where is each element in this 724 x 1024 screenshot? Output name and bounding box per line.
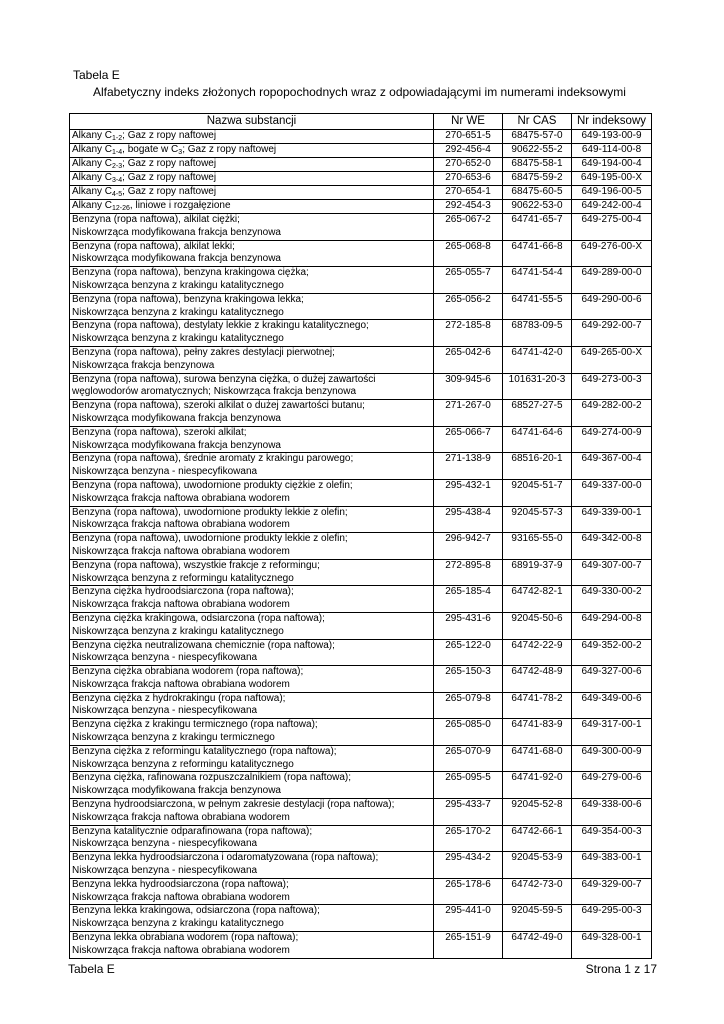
ec-number-cell: 265-178-6	[434, 878, 503, 905]
substance-name-cell	[70, 825, 434, 852]
substance-synonym-line: Niskowrząca frakcja naftowa obrabiana wodorem	[72, 492, 290, 504]
index-number-cell: 649-193-00-9	[572, 130, 652, 144]
substance-name-cell	[70, 453, 434, 480]
ec-number-cell: 309-945-6	[434, 373, 503, 400]
index-number-cell: 649-349-00-6	[572, 692, 652, 719]
table-row	[70, 852, 652, 879]
index-number-cell: 649-329-00-7	[572, 878, 652, 905]
index-number-cell: 649-295-00-3	[572, 905, 652, 932]
substance-name-cell	[70, 612, 434, 639]
substance-name-cell	[70, 559, 434, 586]
substance-synonym-line: Niskowrząca frakcja benzynowa	[72, 359, 215, 371]
index-number-cell: 649-195-00-X	[572, 172, 652, 186]
substance-name-cell	[70, 373, 434, 400]
substance-name-line: Benzyna (ropa naftowa), alkilat ciężki;	[72, 214, 240, 225]
substance-name-cell	[70, 214, 434, 241]
index-number-cell: 649-114-00-8	[572, 144, 652, 158]
ec-number-cell: 270-653-6	[434, 172, 503, 186]
ec-number-cell: 265-056-2	[434, 293, 503, 320]
ec-number-cell: 265-079-8	[434, 692, 503, 719]
substance-name-line: Benzyna (ropa naftowa), benzyna krakingowa lekka;	[72, 293, 304, 305]
substance-name-cell	[70, 799, 434, 826]
substance-name-cell	[70, 692, 434, 719]
substance-name-text: Alkany C	[72, 130, 113, 141]
substance-name-cell	[70, 533, 434, 560]
table-row	[70, 293, 652, 320]
ec-number-cell: 296-942-7	[434, 533, 503, 560]
ec-number-cell: 265-067-2	[434, 214, 503, 241]
substance-name-line: Benzyna ciężka, rafinowana rozpuszczalnikiem (ropa naftowa);	[72, 772, 352, 784]
cas-number-cell: 68475-60-5	[503, 186, 572, 200]
table-row	[70, 400, 652, 427]
cas-number-cell: 64742-48-9	[503, 666, 572, 693]
substance-name-text: , bogate w C	[122, 144, 179, 155]
ec-number-cell: 295-432-1	[434, 479, 503, 506]
substance-name-text: ; Gaz z ropy naftowej	[122, 186, 217, 197]
substance-synonym-line: Niskowrząca benzyna z krakingu katalitycznego	[72, 306, 284, 318]
substance-name-line: Benzyna ciężka krakingowa, odsiarczona (ropa naftowa);	[72, 612, 325, 624]
index-number-cell: 649-242-00-4	[572, 200, 652, 214]
table-row	[70, 692, 652, 719]
substance-name-line: Benzyna katalitycznie odparafinowana (ropa naftowa);	[72, 825, 313, 837]
substance-name-cell	[70, 144, 434, 158]
substance-synonym-line: Niskowrząca frakcja naftowa obrabiana wodorem	[72, 891, 290, 903]
substance-name-line: Benzyna (ropa naftowa), uwodornione produkty lekkie z olefin;	[72, 506, 348, 518]
table-row	[70, 240, 652, 267]
cas-number-cell: 68516-20-1	[503, 453, 572, 480]
index-number-cell: 649-352-00-2	[572, 639, 652, 666]
substance-name-line: Benzyna lekka krakingowa, odsiarczona (ropa naftowa);	[72, 905, 320, 917]
substance-name-cell	[70, 932, 434, 959]
substance-synonym-line: Niskowrząca benzyna z krakingu katalitycznego	[72, 625, 284, 637]
table-row	[70, 719, 652, 746]
index-number-cell: 649-327-00-6	[572, 666, 652, 693]
table-body	[70, 130, 652, 959]
index-number-cell: 649-338-00-6	[572, 799, 652, 826]
ec-number-cell: 265-055-7	[434, 267, 503, 294]
substance-name-cell	[70, 320, 434, 347]
ec-number-cell: 270-652-0	[434, 158, 503, 172]
ec-number-cell: 270-651-5	[434, 130, 503, 144]
cas-number-cell: 64741-64-6	[503, 426, 572, 453]
substance-synonym-line: Niskowrząca modyfikowana frakcja benzynowa	[72, 785, 281, 797]
cas-number-cell: 64741-83-9	[503, 719, 572, 746]
ec-number-cell: 295-434-2	[434, 852, 503, 879]
page-title: Alfabetyczny indeks złożonych ropopochodnych wraz z odpowiadającymi im numerami indeksowymi	[93, 85, 626, 99]
substance-name-cell	[70, 878, 434, 905]
ec-number-cell: 295-431-6	[434, 612, 503, 639]
ec-number-cell: 272-895-8	[434, 559, 503, 586]
ec-number-cell: 295-438-4	[434, 506, 503, 533]
substance-index-table	[69, 113, 652, 959]
table-row	[70, 905, 652, 932]
cas-number-cell: 64742-82-1	[503, 586, 572, 613]
substance-synonym-line: Niskowrząca frakcja naftowa obrabiana wodorem	[72, 944, 290, 956]
index-number-cell: 649-300-00-9	[572, 745, 652, 772]
substance-synonym-line: Niskowrząca modyfikowana frakcja benzynowa	[72, 439, 281, 451]
substance-name-line: Benzyna lekka obrabiana wodorem (ropa naftowa);	[72, 932, 299, 944]
substance-name-line: Benzyna ciężka neutralizowana chemicznie (ropa naftowa);	[72, 639, 335, 651]
substance-name-line: Benzyna (ropa naftowa), szeroki alkilat;	[72, 426, 247, 438]
index-number-cell: 649-265-00-X	[572, 346, 652, 373]
cas-number-cell: 64741-68-0	[503, 745, 572, 772]
substance-synonym-line: Niskowrząca benzyna z krakingu katalitycznego	[72, 918, 284, 930]
substance-name-cell	[70, 400, 434, 427]
substance-name-line: Benzyna (ropa naftowa), benzyna krakingowa ciężka;	[72, 267, 309, 279]
table-row	[70, 373, 652, 400]
substance-name-text: Alkany C	[72, 200, 113, 211]
table-row	[70, 612, 652, 639]
substance-name-cell	[70, 905, 434, 932]
substance-name-text: ; Gaz z ropy naftowej	[182, 144, 277, 155]
substance-synonym-line: Niskowrząca benzyna z reformingu katalitycznego	[72, 758, 294, 770]
substance-name-text: Alkany C	[72, 158, 113, 169]
table-label: Tabela E	[73, 68, 120, 82]
index-number-cell: 649-282-00-2	[572, 400, 652, 427]
ec-number-cell: 265-150-3	[434, 666, 503, 693]
substance-synonym-line: Niskowrząca benzyna - niespecyfikowana	[72, 652, 258, 664]
ec-number-cell: 265-151-9	[434, 932, 503, 959]
index-number-cell: 649-274-00-9	[572, 426, 652, 453]
table-row	[70, 426, 652, 453]
index-number-cell: 649-383-00-1	[572, 852, 652, 879]
index-number-cell: 649-339-00-1	[572, 506, 652, 533]
substance-name-cell	[70, 586, 434, 613]
table-row	[70, 932, 652, 959]
table-row	[70, 825, 652, 852]
carbon-subscript: 3-4	[112, 177, 123, 184]
ec-number-cell: 265-068-8	[434, 240, 503, 267]
table-row	[70, 186, 652, 200]
index-number-cell: 649-273-00-3	[572, 373, 652, 400]
substance-synonym-line: Niskowrząca frakcja naftowa obrabiana wodorem	[72, 519, 290, 531]
ec-number-cell: 272-185-8	[434, 320, 503, 347]
cas-number-cell: 93165-55-0	[503, 533, 572, 560]
substance-name-line: Benzyna lekka hydroodsiarczona (ropa naftowa);	[72, 878, 289, 890]
cas-number-cell: 64741-55-5	[503, 293, 572, 320]
table-row	[70, 533, 652, 560]
substance-name-text: ; Gaz z ropy naftowej	[122, 172, 217, 183]
ec-number-cell: 271-138-9	[434, 453, 503, 480]
table-row	[70, 666, 652, 693]
cas-number-cell: 64741-78-2	[503, 692, 572, 719]
cas-number-cell: 68475-59-2	[503, 172, 572, 186]
substance-name-line: Benzyna (ropa naftowa), alkilat lekki;	[72, 240, 235, 252]
index-number-cell: 649-354-00-3	[572, 825, 652, 852]
substance-name-line: Benzyna hydroodsiarczona, w pełnym zakresie destylacji (ropa naftowa);	[72, 799, 395, 811]
carbon-subscript: 4-5	[112, 191, 123, 198]
table-row	[70, 346, 652, 373]
cas-number-cell: 101631-20-3	[503, 373, 572, 400]
substance-name-line: Benzyna (ropa naftowa), uwodornione produkty ciężkie z olefin;	[72, 479, 353, 491]
substance-name-cell	[70, 666, 434, 693]
substance-synonym-line: Niskowrząca frakcja naftowa obrabiana wodorem	[72, 599, 290, 611]
ec-number-cell: 292-456-4	[434, 144, 503, 158]
ec-number-cell: 265-070-9	[434, 745, 503, 772]
table-row	[70, 745, 652, 772]
substance-name-cell	[70, 267, 434, 294]
substance-name-cell	[70, 745, 434, 772]
index-number-cell: 649-307-00-7	[572, 559, 652, 586]
cas-number-cell: 92045-52-8	[503, 799, 572, 826]
substance-name-line: Benzyna (ropa naftowa), uwodornione produkty lekkie z olefin;	[72, 533, 348, 545]
substance-name-cell	[70, 240, 434, 267]
cas-number-cell: 64742-73-0	[503, 878, 572, 905]
cas-number-cell: 92045-50-6	[503, 612, 572, 639]
column-header-we: Nr WE	[434, 114, 503, 130]
index-number-cell: 649-330-00-2	[572, 586, 652, 613]
substance-name-cell	[70, 506, 434, 533]
index-number-cell: 649-289-00-0	[572, 267, 652, 294]
substance-synonym-line: węglowodorów aromatycznych; Niskowrząca frakcja benzynowa	[72, 386, 357, 398]
table-row	[70, 559, 652, 586]
substance-name-cell	[70, 772, 434, 799]
cas-number-cell: 92045-53-9	[503, 852, 572, 879]
table-row	[70, 144, 652, 158]
substance-synonym-line: Niskowrząca benzyna - niespecyfikowana	[72, 865, 258, 877]
substance-synonym-line: Niskowrząca frakcja naftowa obrabiana wodorem	[72, 678, 290, 690]
index-number-cell: 649-342-00-8	[572, 533, 652, 560]
substance-name-cell	[70, 719, 434, 746]
index-number-cell: 649-196-00-5	[572, 186, 652, 200]
ec-number-cell: 265-095-5	[434, 772, 503, 799]
table-row	[70, 586, 652, 613]
index-number-cell: 649-194-00-4	[572, 158, 652, 172]
substance-name-cell	[70, 426, 434, 453]
cas-number-cell: 64741-92-0	[503, 772, 572, 799]
cas-number-cell: 68475-58-1	[503, 158, 572, 172]
cas-number-cell: 92045-59-5	[503, 905, 572, 932]
cas-number-cell: 90622-55-2	[503, 144, 572, 158]
cas-number-cell: 90622-53-0	[503, 200, 572, 214]
table-header-row	[70, 114, 652, 130]
cas-number-cell: 64742-49-0	[503, 932, 572, 959]
index-number-cell: 649-290-00-6	[572, 293, 652, 320]
cas-number-cell: 64742-22-9	[503, 639, 572, 666]
carbon-subscript: 1-2	[112, 135, 123, 142]
ec-number-cell: 271-267-0	[434, 400, 503, 427]
substance-synonym-line: Niskowrząca benzyna - niespecyfikowana	[72, 838, 258, 850]
substance-name-text: Alkany C	[72, 144, 113, 155]
substance-name-line: Benzyna (ropa naftowa), szeroki alkilat o dużej zawartości butanu;	[72, 400, 365, 412]
ec-number-cell: 265-042-6	[434, 346, 503, 373]
substance-name-line: Benzyna ciężka z hydrokrakingu (ropa naftowa);	[72, 692, 286, 704]
table-row	[70, 479, 652, 506]
cas-number-cell: 68783-09-5	[503, 320, 572, 347]
substance-synonym-line: Niskowrząca modyfikowana frakcja benzynowa	[72, 412, 281, 424]
table-row	[70, 320, 652, 347]
index-number-cell: 649-367-00-4	[572, 453, 652, 480]
substance-name-text: ; Gaz z ropy naftowej	[122, 158, 217, 169]
substance-name-line: Benzyna ciężka z reformingu katalitycznego (ropa naftowa);	[72, 745, 337, 757]
carbon-subscript: 3	[178, 149, 183, 156]
carbon-subscript: 12-26	[112, 205, 130, 212]
substance-synonym-line: Niskowrząca benzyna z krakingu termicznego	[72, 732, 275, 744]
ec-number-cell: 265-185-4	[434, 586, 503, 613]
ec-number-cell: 265-122-0	[434, 639, 503, 666]
substance-name-cell	[70, 852, 434, 879]
index-number-cell: 649-275-00-4	[572, 214, 652, 241]
table-row	[70, 200, 652, 214]
substance-synonym-line: Niskowrząca frakcja naftowa obrabiana wodorem	[72, 545, 290, 557]
substance-name-line: Benzyna ciężka z krakingu termicznego (ropa naftowa);	[72, 719, 318, 731]
table-row	[70, 506, 652, 533]
index-number-cell: 649-276-00-X	[572, 240, 652, 267]
substance-name-line: Benzyna ciężka obrabiana wodorem (ropa naftowa);	[72, 666, 304, 678]
cas-number-cell: 64741-42-0	[503, 346, 572, 373]
substance-name-cell	[70, 639, 434, 666]
cas-number-cell: 92045-57-3	[503, 506, 572, 533]
substance-synonym-line: Niskowrząca frakcja naftowa obrabiana wodorem	[72, 811, 290, 823]
table-row	[70, 772, 652, 799]
substance-name-text: ; Gaz z ropy naftowej	[122, 130, 217, 141]
index-number-cell: 649-328-00-1	[572, 932, 652, 959]
index-number-cell: 649-317-00-1	[572, 719, 652, 746]
substance-name-text: , liniowe i rozgałęzione	[129, 200, 231, 211]
table-row	[70, 267, 652, 294]
carbon-subscript: 1-4	[112, 149, 123, 156]
substance-name-line: Benzyna (ropa naftowa), wszystkie frakcje z reformingu;	[72, 559, 320, 571]
substance-name-cell	[70, 130, 434, 144]
substance-synonym-line: Niskowrząca modyfikowana frakcja benzynowa	[72, 226, 281, 238]
substance-synonym-line: Niskowrząca benzyna - niespecyfikowana	[72, 705, 258, 717]
index-number-cell: 649-294-00-8	[572, 612, 652, 639]
substance-name-cell	[70, 346, 434, 373]
ec-number-cell: 265-085-0	[434, 719, 503, 746]
ec-number-cell: 265-170-2	[434, 825, 503, 852]
table-row	[70, 453, 652, 480]
substance-name-cell	[70, 293, 434, 320]
substance-name-cell	[70, 172, 434, 186]
substance-name-line: Benzyna (ropa naftowa), surowa benzyna ciężka, o dużej zawartości	[72, 373, 376, 385]
substance-name-cell	[70, 200, 434, 214]
footer-table-label: Tabela E	[68, 962, 115, 976]
ec-number-cell: 295-433-7	[434, 799, 503, 826]
table-row	[70, 878, 652, 905]
substance-name-text: Alkany C	[72, 186, 113, 197]
substance-name-text: Alkany C	[72, 172, 113, 183]
substance-synonym-line: Niskowrząca modyfikowana frakcja benzynowa	[72, 253, 281, 265]
table-row	[70, 214, 652, 241]
substance-name-cell	[70, 186, 434, 200]
cas-number-cell: 64741-66-8	[503, 240, 572, 267]
cas-number-cell: 64741-54-4	[503, 267, 572, 294]
cas-number-cell: 92045-51-7	[503, 479, 572, 506]
substance-name-cell	[70, 158, 434, 172]
table-row	[70, 799, 652, 826]
substance-name-cell	[70, 479, 434, 506]
index-number-cell: 649-337-00-0	[572, 479, 652, 506]
ec-number-cell: 292-454-3	[434, 200, 503, 214]
substance-name-line: Benzyna ciężka hydroodsiarczona (ropa naftowa);	[72, 586, 294, 598]
substance-name-line: Benzyna (ropa naftowa), pełny zakres destylacji pierwotnej;	[72, 346, 335, 358]
index-number-cell: 649-279-00-6	[572, 772, 652, 799]
substance-name-line: Benzyna (ropa naftowa), destylaty lekkie z krakingu katalitycznego;	[72, 320, 369, 332]
ec-number-cell: 270-654-1	[434, 186, 503, 200]
substance-synonym-line: Niskowrząca benzyna z krakingu katalitycznego	[72, 333, 284, 345]
cas-number-cell: 68527-27-5	[503, 400, 572, 427]
column-header-index: Nr indeksowy	[572, 114, 652, 130]
carbon-subscript: 2-3	[112, 163, 123, 170]
cas-number-cell: 64741-65-7	[503, 214, 572, 241]
table-row	[70, 158, 652, 172]
cas-number-cell: 68475-57-0	[503, 130, 572, 144]
substance-name-line: Benzyna lekka hydroodsiarczona i odaromatyzowana (ropa naftowa);	[72, 852, 379, 864]
page-number: Strona 1 z 17	[585, 962, 657, 976]
index-number-cell: 649-292-00-7	[572, 320, 652, 347]
ec-number-cell: 295-441-0	[434, 905, 503, 932]
substance-synonym-line: Niskowrząca benzyna z krakingu katalitycznego	[72, 279, 284, 291]
table-row	[70, 639, 652, 666]
ec-number-cell: 265-066-7	[434, 426, 503, 453]
column-header-name: Nazwa substancji	[70, 114, 434, 130]
substance-synonym-line: Niskowrząca benzyna z reformingu katalitycznego	[72, 572, 294, 584]
table-row	[70, 172, 652, 186]
column-header-cas: Nr CAS	[503, 114, 572, 130]
substance-name-line: Benzyna (ropa naftowa), średnie aromaty z krakingu parowego;	[72, 453, 354, 465]
substance-synonym-line: Niskowrząca benzyna - niespecyfikowana	[72, 466, 258, 478]
cas-number-cell: 64742-66-1	[503, 825, 572, 852]
cas-number-cell: 68919-37-9	[503, 559, 572, 586]
table-row	[70, 130, 652, 144]
